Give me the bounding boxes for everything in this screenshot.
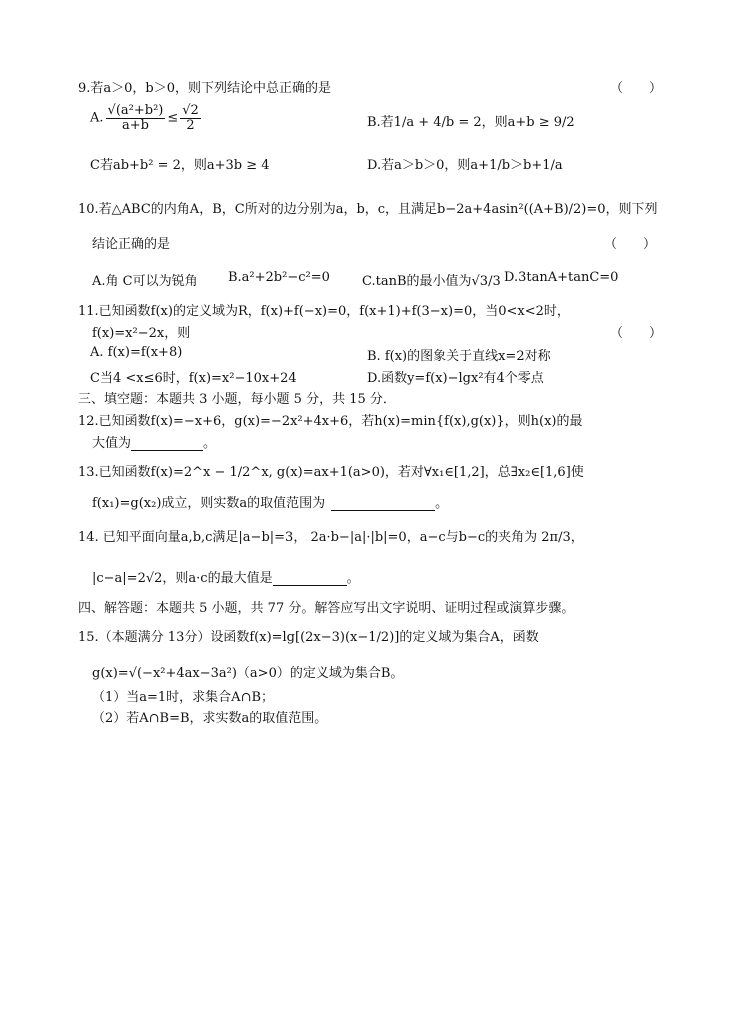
section-3-heading: 三、填空题：本题共 3 小题，每小题 5 分，共 15 分．: [78, 392, 396, 407]
q9-option-b: B.若1/a + 4/b = 2，则a+b ≥ 9/2: [367, 115, 575, 130]
q11-option-d: D.函数y=f(x)−lgx²有4个零点: [367, 371, 544, 386]
q12-line1: 12.已知函数f(x)=−x+6，g(x)=−2x²+4x+6，若h(x)=min{f(x),g(x)}，则h(x)的最: [78, 414, 583, 429]
q10-stem-continued: 结论正确的是: [92, 237, 171, 252]
q9-option-c: C若ab+b² = 2，则a+3b ≥ 4: [90, 158, 270, 173]
q10-answer-paren: （ ）: [604, 237, 657, 252]
q10-option-b: B.a²+2b²−c²=0: [228, 270, 330, 285]
q9-answer-paren: （ ）: [610, 81, 663, 96]
q11-option-a: A. f(x)=f(x+8): [90, 345, 183, 360]
q15-line2: g(x)=√(−x²+4ax−3a²)（a>0）的定义域为集合B。: [92, 666, 404, 681]
q10-stem: 10.若△ABC的内角A，B，C所对的边分别为a，b，c，且满足b−2a+4asin²((A+B)/2)=0，则下列: [78, 202, 658, 217]
q14-answer-blank[interactable]: [273, 572, 347, 586]
section-4-heading: 四、解答题：本题共 5 小题，共 77 分。解答应写出文字说明、证明过程或演算步骤。: [78, 601, 575, 616]
q14-line1: 14. 已知平面向量a,b,c满足|a−b|=3， 2a·b−|a|·|b|=0，a−c与b−c的夹角为 2π/3，: [78, 530, 584, 545]
q11-stem: 11.已知函数f(x)的定义域为R，f(x)+f(−x)=0，f(x+1)+f(3−x)=0，当0<x<2时，: [78, 304, 570, 319]
q15-subquestion-2: （2）若A∩B=B，求实数a的取值范围。: [92, 711, 328, 726]
q12-answer-blank[interactable]: [131, 437, 203, 451]
q12-line2: 大值为 。: [92, 436, 217, 451]
q13-answer-blank[interactable]: [331, 497, 435, 511]
q14-line2: |c−a|=2√2，则a·c的最大值是 。: [92, 571, 360, 586]
q13-line1: 13.已知函数f(x)=2^x − 1/2^x, g(x)=ax+1(a>0)，若对∀x₁∈[1,2]，总∃x₂∈[1,6]使: [78, 465, 584, 480]
q9-option-a: A. $\frac{\text{√(a²+b²)}}{a+b}$ ≤ $\frac{√2}{2}$: [90, 103, 199, 133]
q15-subquestion-1: （1）当a=1时，求集合A∩B；: [92, 690, 275, 705]
q9-option-d: D.若a＞b＞0，则a+1/b＞b+1/a: [367, 158, 563, 173]
q11-answer-paren: （ ）: [610, 326, 663, 341]
q13-line2: f(x₁)=g(x₂)成立，则实数a的取值范围为 。: [92, 496, 449, 511]
q11-option-c: C当4 <x≤6时，f(x)=x²−10x+24: [90, 371, 297, 386]
q10-option-c: C.tanB的最小值为√3/3: [362, 274, 501, 289]
q11-option-b: B. f(x)的图象关于直线x=2对称: [367, 349, 551, 364]
q10-option-a: A.角 C可以为锐角: [92, 274, 198, 289]
q10-option-d: D.3tanA+tanC=0: [504, 270, 619, 285]
q11-stem-continued: f(x)=x²−2x，则: [92, 326, 191, 341]
q15-line1: 15.（本题满分 13分）设函数f(x)=lg[(2x−3)(x−1/2)]的定义域为集合A，函数: [78, 630, 539, 645]
q9-stem: 9.若a＞0，b＞0，则下列结论中总正确的是: [78, 81, 332, 96]
